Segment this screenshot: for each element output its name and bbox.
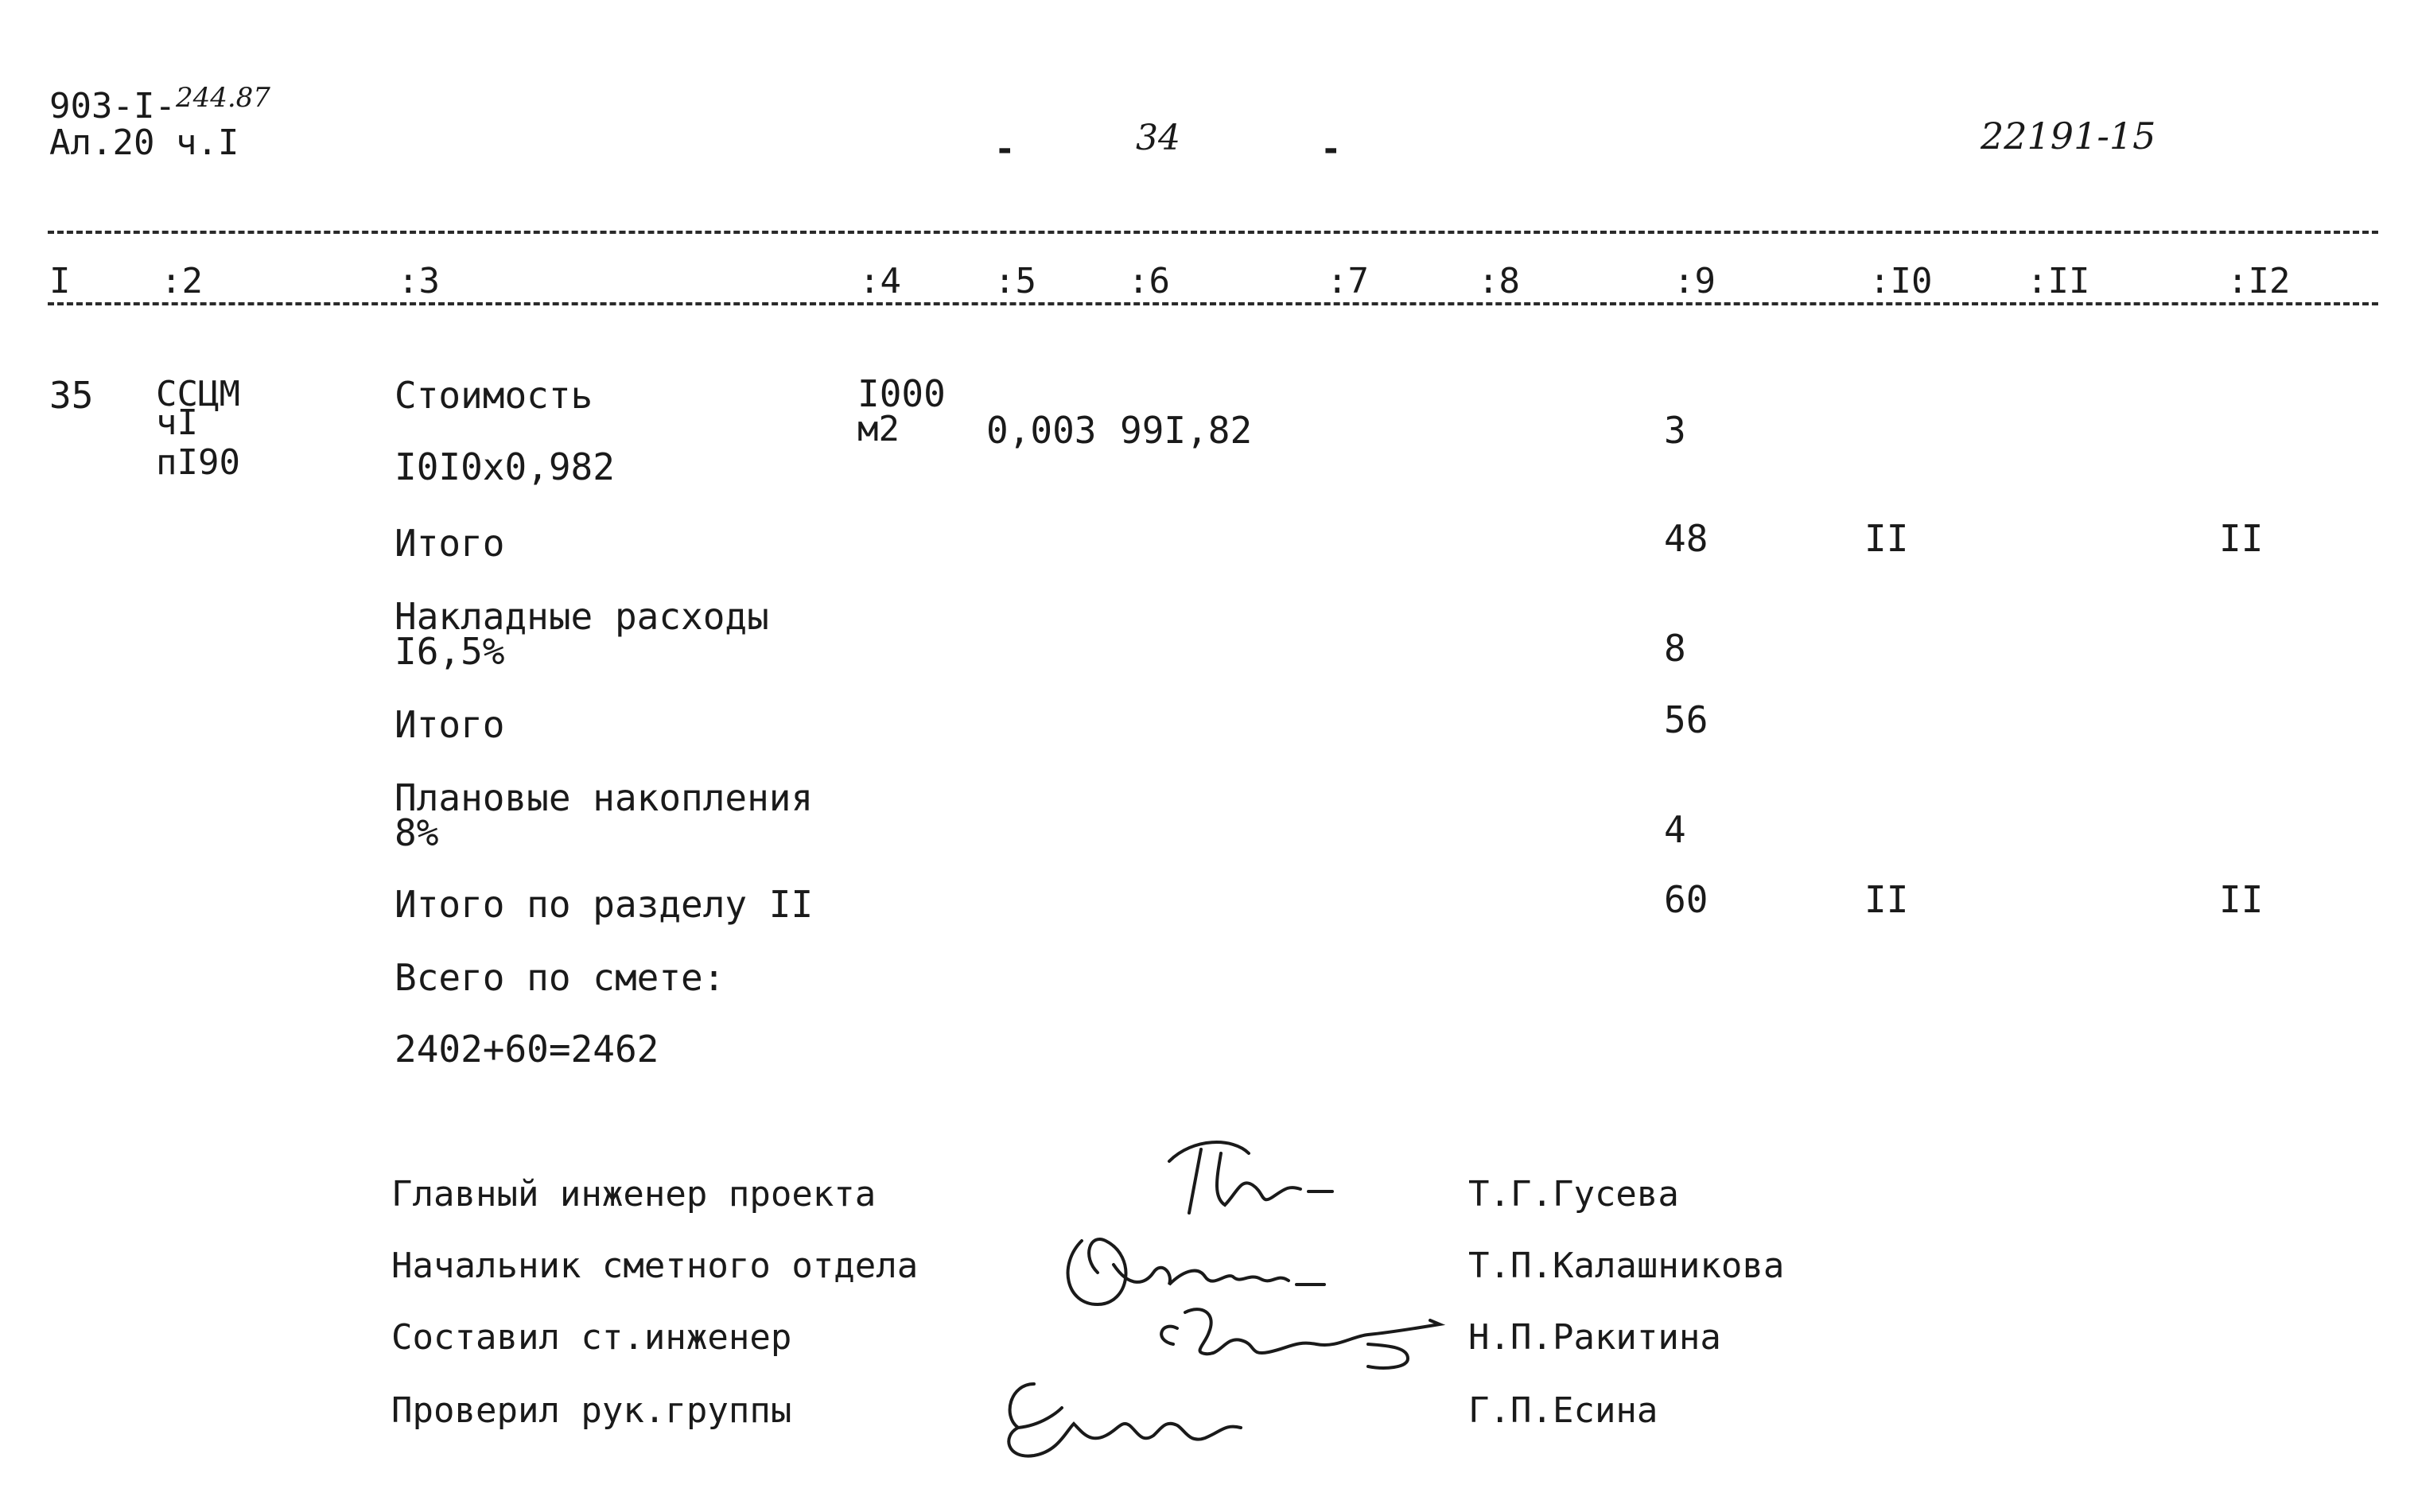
page-dash-right: - bbox=[1320, 129, 1342, 169]
column-header-4: :4 bbox=[859, 261, 901, 301]
column-header-5: :5 bbox=[994, 261, 1036, 301]
total-label: Итого bbox=[395, 522, 505, 565]
planned-savings-rate: 8% bbox=[395, 811, 439, 854]
row-col9-value: 3 bbox=[1664, 409, 1686, 452]
header-rule-top bbox=[48, 231, 2378, 234]
row-unit-line-2: м2 bbox=[857, 409, 900, 449]
signatory-name: Н.П.Ракитина bbox=[1468, 1317, 1721, 1358]
column-header-6: :6 bbox=[1128, 261, 1170, 301]
document-code bbox=[49, 82, 270, 126]
subtotal-col9: 56 bbox=[1664, 698, 1708, 741]
column-header-7: :7 bbox=[1327, 261, 1369, 301]
overhead-label: Накладные расходы bbox=[395, 595, 769, 638]
signatory-name: Т.П.Калашникова bbox=[1468, 1246, 1785, 1286]
column-header-3: :3 bbox=[398, 261, 440, 301]
signatory-role: Составил ст.инженер bbox=[391, 1317, 792, 1358]
column-header-2: :2 bbox=[161, 261, 203, 301]
signatory-role: Проверил рук.группы bbox=[391, 1390, 792, 1431]
total-col9: 48 bbox=[1664, 517, 1708, 560]
overhead-rate: I6,5% bbox=[395, 630, 505, 673]
column-header-1: I bbox=[49, 261, 71, 301]
header-rule-bottom bbox=[48, 302, 2378, 305]
planned-savings-col9: 4 bbox=[1664, 808, 1686, 851]
signatory-name: Т.Г.Гусева bbox=[1468, 1174, 1679, 1215]
signature-group-head bbox=[986, 1368, 1257, 1466]
document-code-printed: 903-I- bbox=[49, 86, 176, 126]
planned-savings-label: Плановые накопления bbox=[395, 776, 814, 819]
row-code-line-3: пI90 bbox=[156, 442, 240, 483]
column-header-8: :8 bbox=[1478, 261, 1520, 301]
inventory-number: 22191-15 bbox=[1981, 115, 2156, 157]
overhead-col9: 8 bbox=[1664, 627, 1686, 670]
grand-total-label: Всего по смете: bbox=[395, 956, 725, 999]
page-dash-left: - bbox=[994, 129, 1016, 169]
signatory-name: Г.П.Есина bbox=[1468, 1390, 1658, 1431]
column-header-9: :9 bbox=[1673, 261, 1716, 301]
row-unit-line-1: I000 bbox=[857, 372, 946, 415]
subtotal-label: Итого bbox=[395, 703, 505, 746]
document-code-handwritten: 244.87 bbox=[175, 82, 270, 114]
page-number: 34 bbox=[1136, 118, 1180, 158]
section-total-col9: 60 bbox=[1664, 878, 1708, 921]
section-total-col10: II bbox=[1864, 878, 1909, 921]
row-code-line-1: ССЦМ bbox=[156, 374, 240, 414]
row-unit-price: 99I,82 bbox=[1120, 409, 1253, 452]
column-header-11: :II bbox=[2027, 261, 2090, 301]
total-col10: II bbox=[1864, 517, 1909, 560]
signatory-role: Главный инженер проекта bbox=[391, 1174, 877, 1215]
grand-total-formula: 2402+60=2462 bbox=[395, 1028, 659, 1071]
column-header-10: :I0 bbox=[1869, 261, 1933, 301]
row-code-line-2: чI bbox=[156, 402, 198, 443]
album-reference: Ал.20 ч.I bbox=[49, 122, 239, 163]
column-header-12: :I2 bbox=[2227, 261, 2291, 301]
row-name-line-1: Стоимость bbox=[395, 374, 593, 417]
signatory-role: Начальник сметного отдела bbox=[391, 1246, 919, 1286]
row-quantity: 0,003 bbox=[986, 409, 1097, 452]
row-name-line-2: I0I0x0,982 bbox=[395, 445, 615, 488]
row-number: 35 bbox=[49, 374, 94, 417]
total-col12: II bbox=[2219, 517, 2264, 560]
section-total-col12: II bbox=[2219, 878, 2264, 921]
section-total-label: Итого по разделу II bbox=[395, 883, 814, 926]
